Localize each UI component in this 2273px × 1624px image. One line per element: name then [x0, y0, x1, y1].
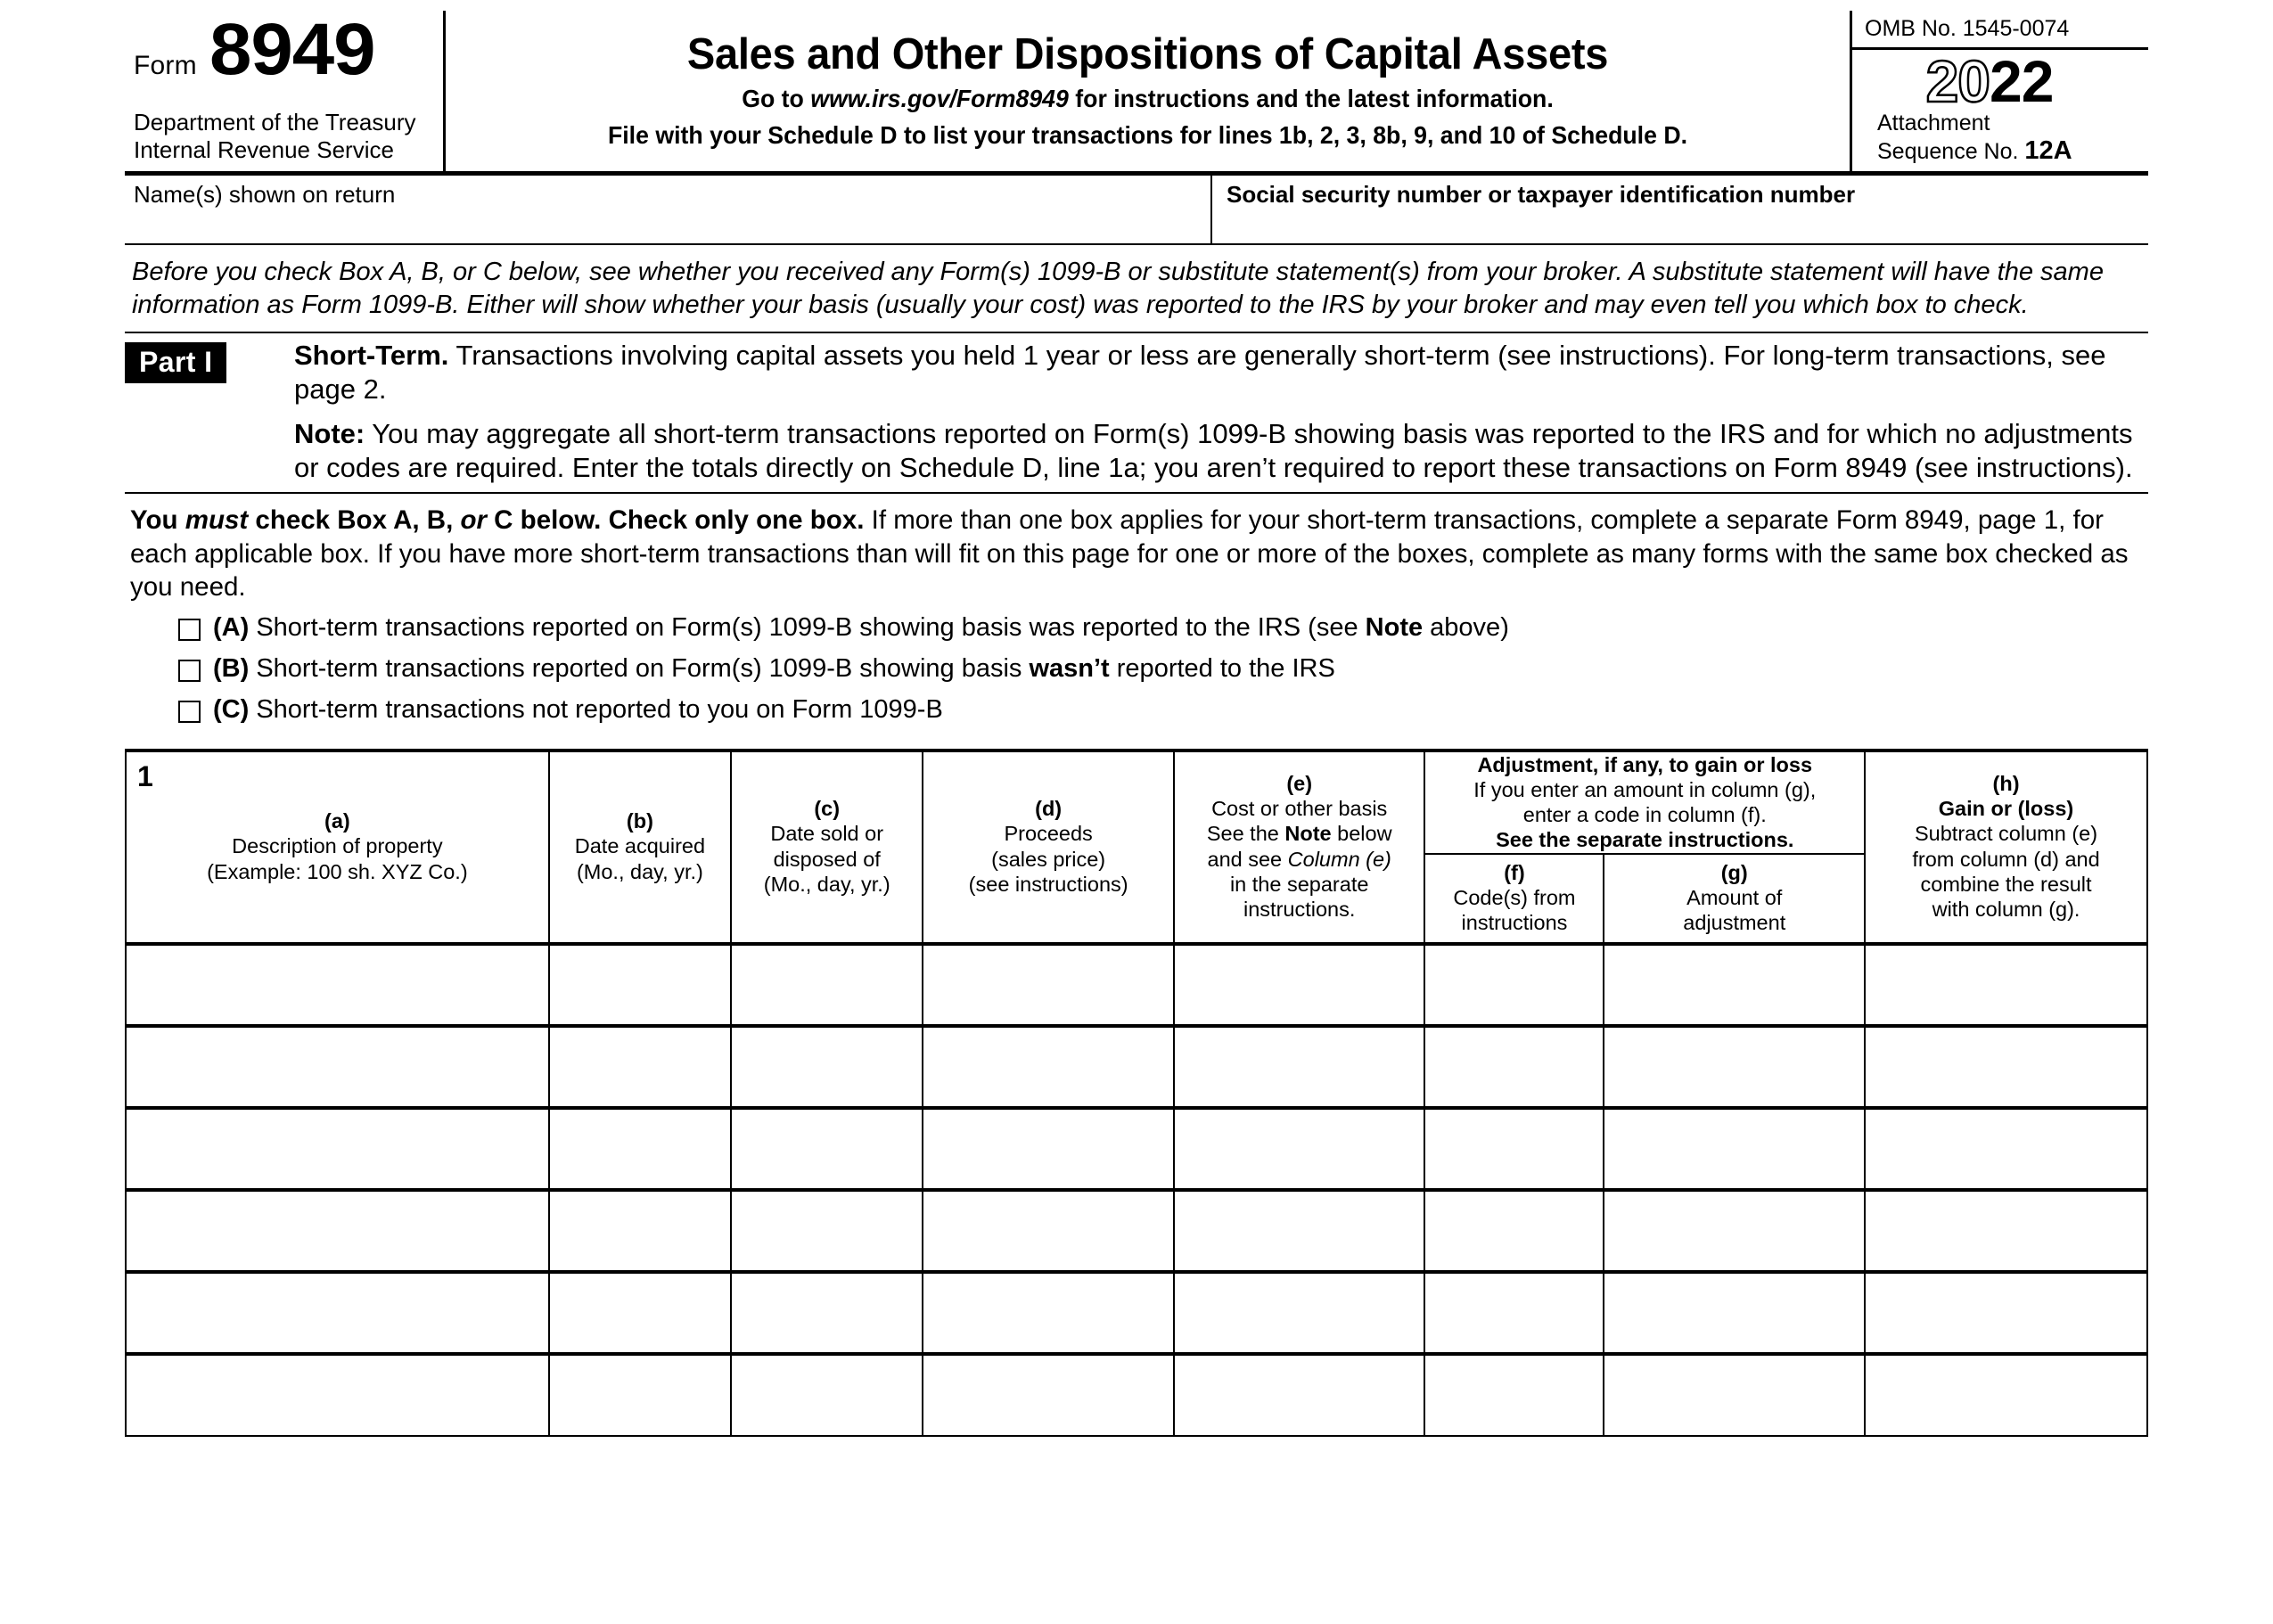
- cell-d[interactable]: [923, 1108, 1174, 1190]
- attachment-label: Attachment: [1877, 111, 1990, 135]
- table-row[interactable]: [126, 1190, 2147, 1272]
- department-line-2: Internal Revenue Service: [134, 135, 394, 163]
- table-row[interactable]: [126, 1354, 2147, 1436]
- cell-b[interactable]: [549, 1026, 731, 1108]
- column-e-below: below: [1331, 822, 1392, 846]
- cell-g[interactable]: [1604, 1026, 1865, 1108]
- checkbox-b-text-1: Short-term transactions reported on Form(s) 1099-B showing basis: [249, 653, 1030, 683]
- cell-g[interactable]: [1604, 1354, 1865, 1436]
- cell-a[interactable]: [126, 1190, 549, 1272]
- cell-f[interactable]: [1424, 1354, 1604, 1436]
- header-title-block: [446, 11, 1850, 171]
- checkbox-b-letter: (B): [213, 653, 250, 683]
- must-check-rest: If more than one box applies for your short-term transactions, complete a separate Form 8949, page 1, for each applicable box. If you have more short-term transactions than will fit on this page for one or more of the boxes, complete as many forms with the same box checked as you need.: [130, 505, 2129, 602]
- cell-h[interactable]: [1865, 1026, 2147, 1108]
- checkbox-a-text-2: above: [1423, 612, 1501, 642]
- tax-year-block: [1852, 50, 2148, 171]
- table-row[interactable]: [126, 1272, 2147, 1354]
- form-word-label: Form: [134, 51, 197, 80]
- checkbox-b[interactable]: [178, 660, 201, 682]
- must-check-part-3: C below. Check only one box.: [486, 505, 865, 536]
- short-term-heading: [294, 339, 2139, 406]
- cell-f[interactable]: [1424, 1026, 1604, 1108]
- column-g-letter: (g): [1720, 860, 1748, 884]
- adjustment-group-line-4: See the separate instructions.: [1496, 828, 1794, 852]
- part-1-badge: Part I: [125, 342, 226, 383]
- adjustment-group-header: [1424, 750, 1865, 854]
- column-a-letter: (a): [324, 809, 350, 833]
- cell-f[interactable]: [1424, 1190, 1604, 1272]
- column-a-line-2: (Example: 100 sh. XYZ Co.): [207, 859, 468, 883]
- sequence-line: [1877, 136, 2148, 166]
- checkbox-row-b[interactable]: [178, 654, 2148, 684]
- cell-c[interactable]: [731, 1190, 923, 1272]
- page-title: Sales and Other Dispositions of Capital Assets: [686, 29, 1609, 78]
- column-header-e: [1174, 750, 1425, 944]
- column-e-line-4: in the separate: [1229, 872, 1369, 896]
- column-f-line-1: Code(s) from: [1453, 885, 1576, 909]
- column-e-note-bold: Note: [1284, 822, 1332, 846]
- attachment-block: [1865, 111, 2148, 168]
- table-row[interactable]: [126, 1108, 2147, 1190]
- note-label: Note:: [294, 418, 365, 450]
- column-header-b: [549, 750, 731, 944]
- cell-b[interactable]: [549, 1272, 731, 1354]
- column-d-letter: (d): [1035, 797, 1063, 821]
- cell-f[interactable]: [1424, 1272, 1604, 1354]
- cell-c[interactable]: [731, 1272, 923, 1354]
- department-line-1: Department of the Treasury: [134, 109, 416, 136]
- column-e-italic-ref: Column (e): [1287, 847, 1391, 871]
- goto-prefix: Go to: [742, 85, 811, 113]
- cell-c[interactable]: [731, 1354, 923, 1436]
- checkbox-c-label: [213, 695, 943, 725]
- must-check-part-2: check Box A, B,: [248, 505, 461, 536]
- column-c-letter: (c): [814, 797, 841, 821]
- irs-url[interactable]: www.irs.gov/Form8949: [810, 85, 1069, 113]
- cell-h[interactable]: [1865, 1354, 2147, 1436]
- column-h-letter: (h): [1992, 771, 2020, 795]
- part-1-note: [294, 417, 2139, 485]
- table-header-row: [126, 750, 2147, 854]
- part-1-body: [294, 339, 2148, 486]
- cell-g[interactable]: [1604, 1272, 1865, 1354]
- cell-d[interactable]: [923, 944, 1174, 1026]
- ssn-field-cell[interactable]: [1212, 176, 2148, 243]
- column-header-f: [1424, 854, 1604, 945]
- file-with-line: File with your Schedule D to list your transactions for lines 1b, 2, 3, 8b, 9, and 10 of Schedule D.: [607, 121, 1688, 150]
- column-header-a: [126, 750, 549, 944]
- column-e-line-1: Cost or other basis: [1211, 797, 1388, 821]
- column-header-h: [1865, 750, 2147, 944]
- cell-a[interactable]: [126, 1026, 549, 1108]
- header-right-block: [1850, 11, 2148, 171]
- cell-g[interactable]: [1604, 944, 1865, 1026]
- cell-g[interactable]: [1604, 1108, 1865, 1190]
- goto-suffix: for instructions and the latest information.: [1068, 85, 1554, 113]
- column-a-line-1: Description of property: [232, 834, 443, 858]
- column-g-line-2: adjustment: [1683, 911, 1786, 935]
- checkbox-row-a[interactable]: [178, 613, 2148, 643]
- checkbox-a-text-1: Short-term transactions reported on Form(s) 1099-B showing basis was reported to the IRS (see: [249, 612, 1366, 642]
- column-b-line-2: (Mo., day, yr.): [576, 859, 703, 883]
- table-row[interactable]: [126, 944, 2147, 1026]
- short-term-label: Short-Term.: [294, 339, 449, 371]
- sequence-value: 12A: [2024, 135, 2072, 165]
- name-field-cell[interactable]: [125, 176, 1212, 243]
- column-h-line-3: combine the result: [1920, 872, 2092, 896]
- column-c-line-2: disposed of: [773, 847, 881, 871]
- column-h-line-4: with column (g).: [1932, 897, 2080, 921]
- form-number: 8949: [209, 9, 375, 90]
- checkbox-c-letter: (C): [213, 694, 250, 724]
- column-e-line-3: [1179, 847, 1420, 872]
- sequence-label: Sequence No.: [1877, 138, 2025, 164]
- cell-h[interactable]: [1865, 1108, 2147, 1190]
- box-selection-list: [125, 611, 2148, 749]
- column-e-and-see: and see: [1207, 847, 1288, 871]
- ssn-field-label: Social security number or taxpayer identification number: [1227, 180, 1856, 208]
- tax-year: [1865, 48, 2114, 114]
- cell-d[interactable]: [923, 1190, 1174, 1272]
- checkbox-c[interactable]: [178, 701, 201, 723]
- form-content: [125, 11, 2148, 1437]
- part-1-tag-column: [125, 339, 294, 486]
- line-number-1: 1: [137, 759, 153, 792]
- checkbox-a[interactable]: [178, 619, 201, 641]
- cell-b[interactable]: [549, 944, 731, 1026]
- cell-e[interactable]: [1174, 944, 1425, 1026]
- cell-e[interactable]: [1174, 1190, 1425, 1272]
- column-header-d: [923, 750, 1174, 944]
- must-check-lead: [130, 505, 864, 535]
- cell-d[interactable]: [923, 1272, 1174, 1354]
- cell-h[interactable]: [1865, 944, 2147, 1026]
- cell-e[interactable]: [1174, 1354, 1425, 1436]
- column-e-line-5: instructions.: [1243, 897, 1356, 921]
- part-1-section: [125, 333, 2148, 495]
- cell-c[interactable]: [731, 1026, 923, 1108]
- column-h-line-2: from column (d) and: [1912, 847, 2100, 871]
- column-e-letter: (e): [1286, 771, 1313, 795]
- tax-year-digits: 22: [1990, 48, 2054, 114]
- omb-number: OMB No. 1545-0074: [1852, 11, 2148, 50]
- column-b-letter: (b): [626, 809, 653, 833]
- column-d-line-2: (sales price): [991, 847, 1106, 871]
- cell-a[interactable]: [126, 944, 549, 1026]
- checkbox-b-text-2: reported to the IRS: [1109, 653, 1335, 683]
- cell-f[interactable]: [1424, 944, 1604, 1026]
- cell-c[interactable]: [731, 1108, 923, 1190]
- transactions-table: [125, 749, 2148, 1437]
- must-check-paragraph: [125, 494, 2148, 611]
- checkbox-a-letter: (A): [213, 612, 250, 642]
- column-c-line-1: Date sold or: [770, 822, 884, 846]
- table-row[interactable]: [126, 1026, 2147, 1108]
- adjustment-group-title: Adjustment, if any, to gain or loss: [1477, 752, 1813, 776]
- column-h-line-1: Subtract column (e): [1914, 822, 2098, 846]
- column-header-c: [731, 750, 923, 944]
- column-g-line-1: Amount of: [1686, 885, 1783, 909]
- cell-a[interactable]: [126, 1272, 549, 1354]
- cell-b[interactable]: [549, 1190, 731, 1272]
- cell-d[interactable]: [923, 1026, 1174, 1108]
- cell-e[interactable]: [1174, 1108, 1425, 1190]
- column-f-line-2: instructions: [1461, 911, 1568, 935]
- checkbox-b-label: [213, 654, 1335, 684]
- short-term-text: Transactions involving capital assets you held 1 year or less are generally short-term (see instructions). For long-term transactions, see page 2.: [294, 339, 2106, 406]
- goto-instructions-line: [475, 86, 1819, 113]
- cell-g[interactable]: [1604, 1190, 1865, 1272]
- checkbox-row-c[interactable]: [178, 695, 2148, 725]
- cell-a[interactable]: [126, 1354, 549, 1436]
- cell-c[interactable]: [731, 944, 923, 1026]
- column-e-see-the: See the: [1206, 822, 1285, 846]
- checkbox-a-bold: Note: [1365, 612, 1424, 642]
- identity-row: [125, 176, 2148, 245]
- column-d-line-1: Proceeds: [1004, 822, 1093, 846]
- column-b-line-1: Date acquired: [574, 834, 706, 858]
- cell-e[interactable]: [1174, 1272, 1425, 1354]
- cell-b[interactable]: [549, 1108, 731, 1190]
- checkbox-b-bold: wasn’t: [1029, 653, 1110, 683]
- column-c-line-3: (Mo., day, yr.): [763, 872, 890, 896]
- name-field-label: Name(s) shown on return: [134, 180, 396, 208]
- cell-f[interactable]: [1424, 1108, 1604, 1190]
- must-check-part-1: You: [130, 505, 185, 536]
- adjustment-group-line-2: If you enter an amount in column (g),: [1473, 778, 1817, 802]
- column-d-line-3: (see instructions): [968, 872, 1128, 896]
- tax-year-century: 20: [1925, 48, 1990, 114]
- header-left-block: [125, 11, 446, 171]
- note-text: You may aggregate all short-term transactions reported on Form(s) 1099-B showing basis was reported to the IRS and for which no adjustments or codes are required. Enter the totals directly on Schedule D, line 1a; you aren’t required to report these transactions on Form 8949 (see instructions).: [294, 418, 2133, 484]
- form-identifier: [125, 9, 432, 90]
- column-header-g: [1604, 854, 1865, 945]
- checkbox-a-label: (A) Short-term transactions reported on Form(s) 1099-B showing basis was reported to the IRS (see Note above): [213, 612, 1509, 642]
- column-f-letter: (f): [1504, 860, 1525, 884]
- cell-b[interactable]: [549, 1354, 731, 1436]
- column-h-bold-line: Gain or (loss): [1938, 797, 2074, 821]
- cell-h[interactable]: [1865, 1272, 2147, 1354]
- cell-h[interactable]: [1865, 1190, 2147, 1272]
- intro-paragraph: Before you check Box A, B, or C below, see whether you received any Form(s) 1099-B or substitute statement(s) from your broker. A substitute statement will have the same information as Form 1099-B. Either will show whether your basis (usually your cost) was reported to the IRS by your broker and may even tell you which box to check.: [125, 245, 2148, 333]
- cell-a[interactable]: [126, 1108, 549, 1190]
- department-block: [125, 109, 432, 163]
- column-e-line-2: [1179, 821, 1420, 846]
- cell-d[interactable]: [923, 1354, 1174, 1436]
- adjustment-group-line-3: enter a code in column (f).: [1522, 803, 1767, 827]
- checkbox-c-text-1: Short-term transactions not reported to you on Form 1099-B: [249, 694, 943, 724]
- or-emphasis: or: [460, 505, 487, 536]
- cell-e[interactable]: [1174, 1026, 1425, 1108]
- must-emphasis: must: [185, 505, 249, 536]
- form-header: [125, 11, 2148, 176]
